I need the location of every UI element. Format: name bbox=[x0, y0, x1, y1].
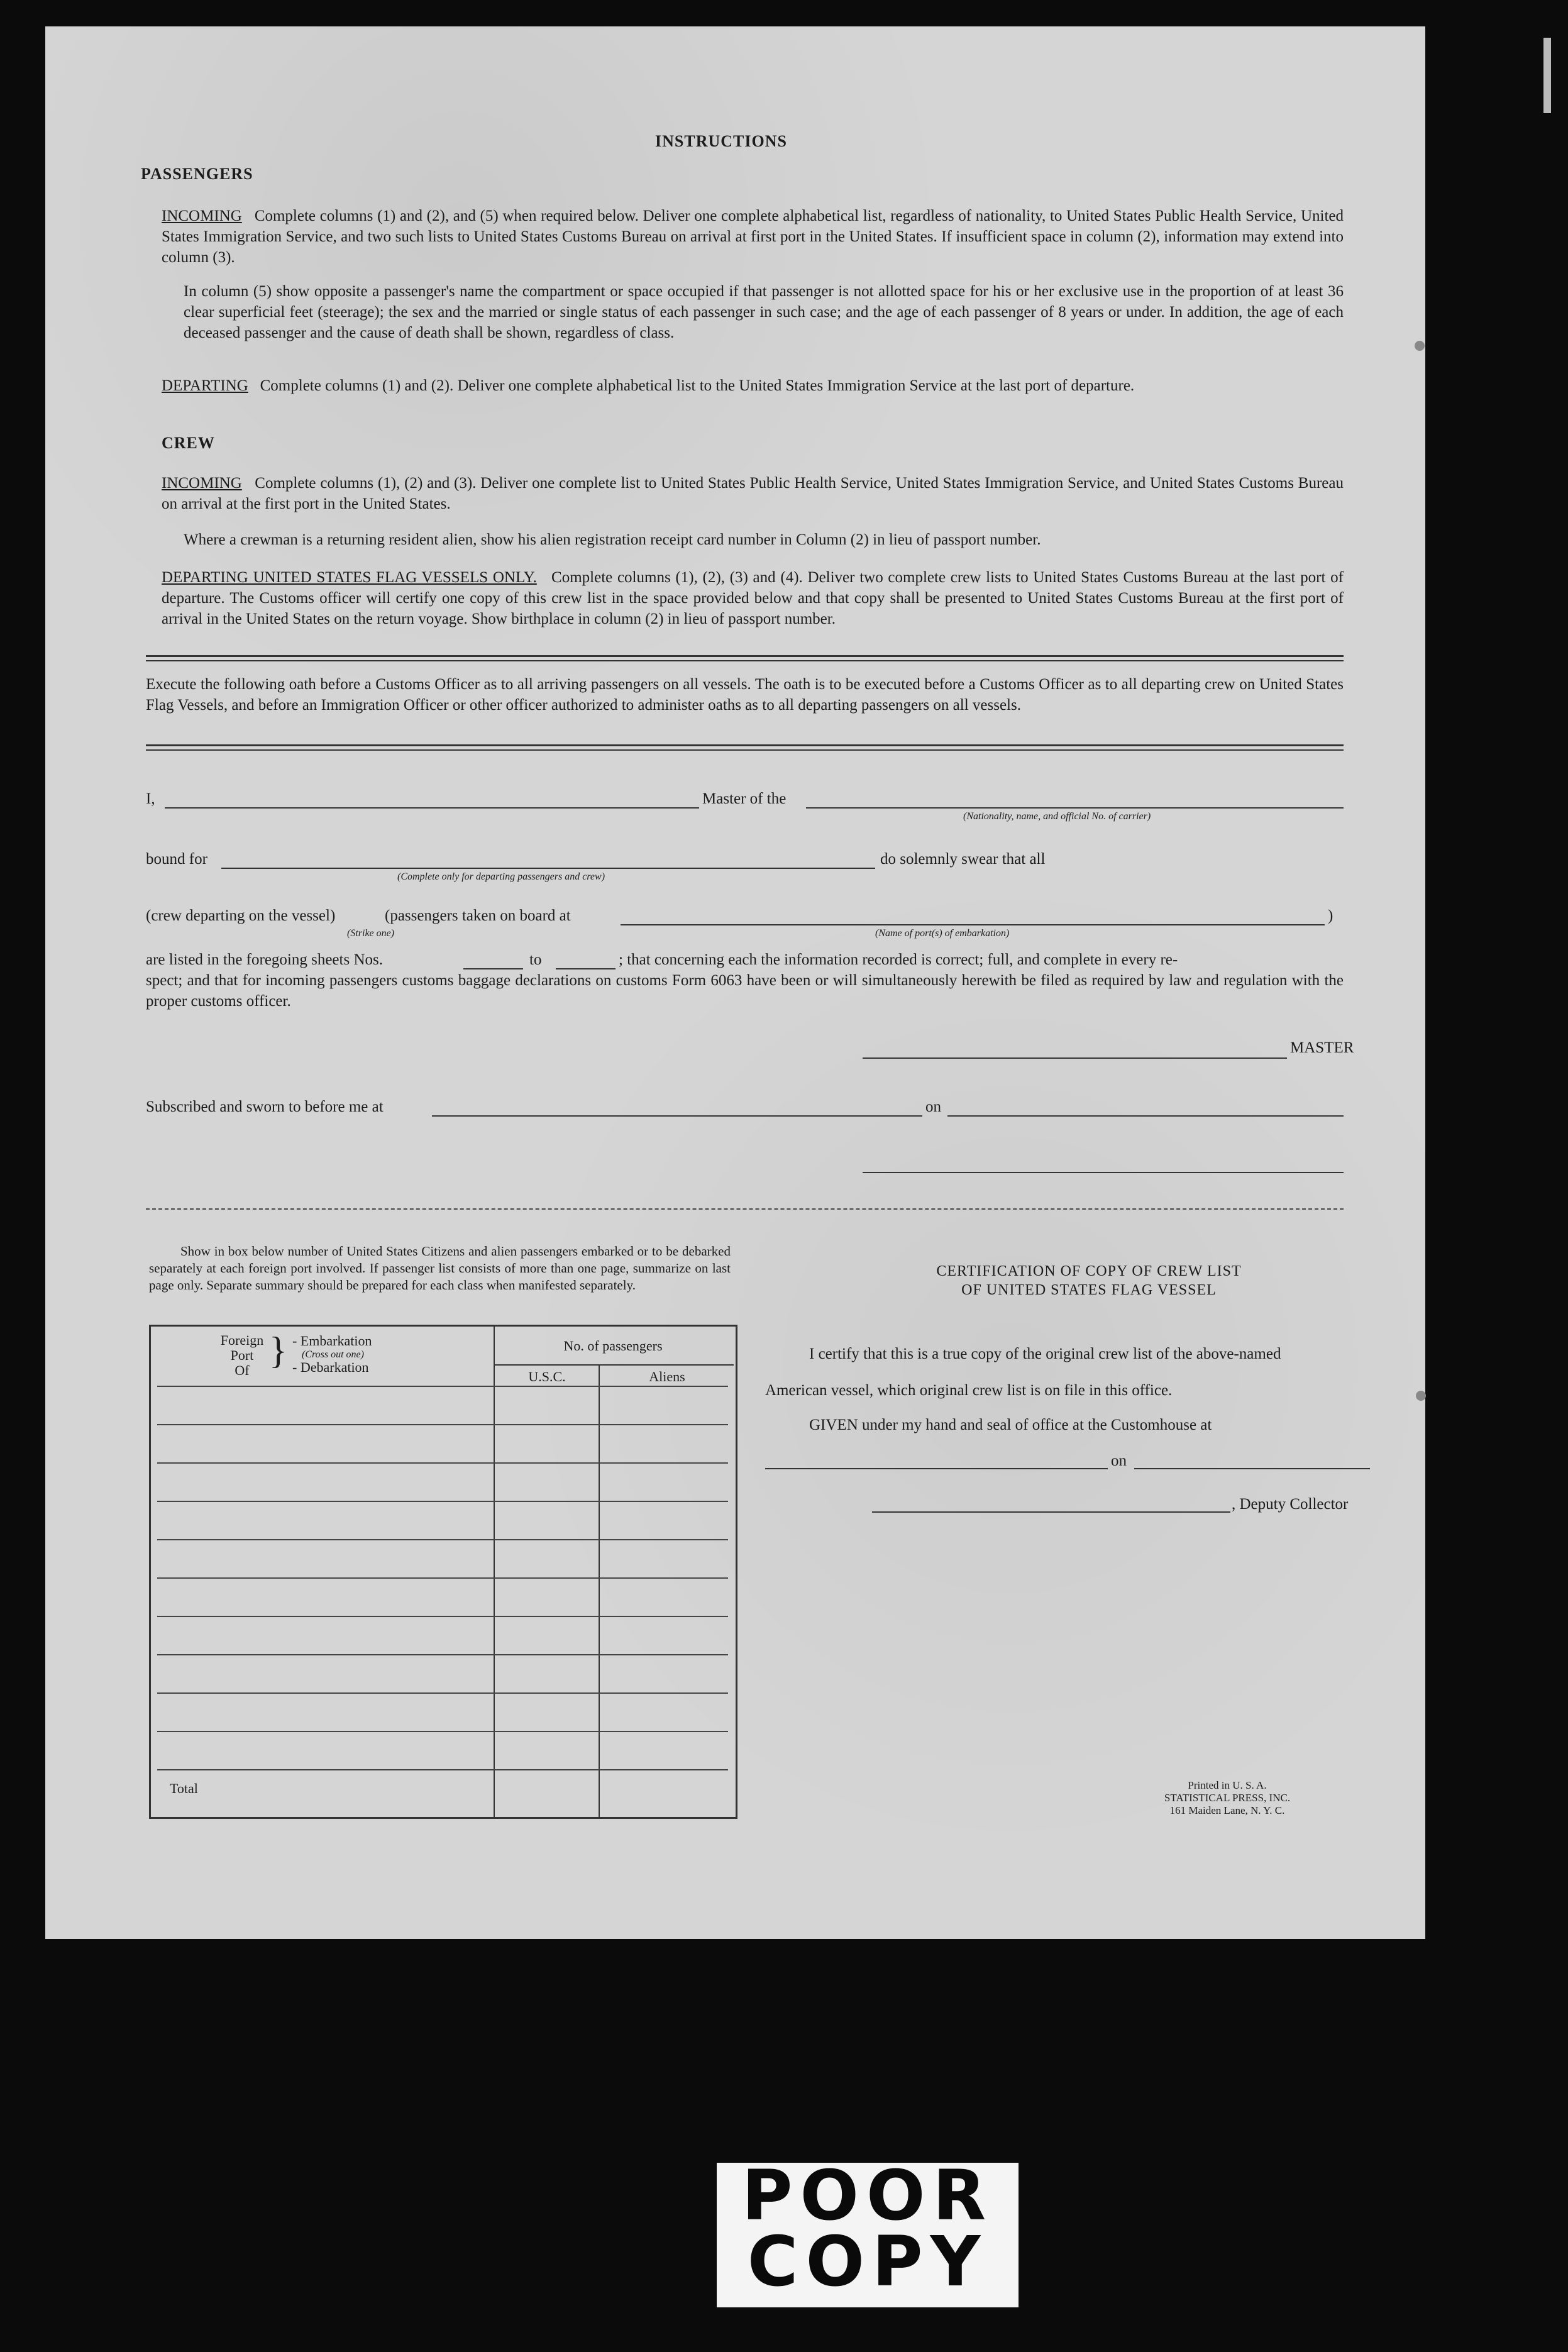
passengers-heading: PASSENGERS bbox=[141, 165, 253, 183]
passengers-incoming-label: INCOMING bbox=[162, 207, 242, 224]
deputy-collector-label: , Deputy Collector bbox=[1232, 1496, 1349, 1513]
port-note: (Name of port(s) of embarkation) bbox=[875, 928, 1010, 939]
bound-for-field[interactable] bbox=[221, 868, 875, 869]
stamp-line-copy: COPY bbox=[747, 2221, 988, 2302]
table-row bbox=[157, 1462, 728, 1464]
passengers-departing-paragraph bbox=[162, 375, 1344, 396]
crew-departing-option: (crew departing on the vessel) bbox=[146, 907, 336, 924]
master-of-the-label: Master of the bbox=[702, 790, 787, 807]
master-signature-field[interactable] bbox=[863, 1057, 1287, 1059]
passengers-taken-option: (passengers taken on board at bbox=[385, 907, 571, 924]
usc-label: U.S.C. bbox=[528, 1369, 566, 1384]
passengers-departing-label: DEPARTING bbox=[162, 377, 248, 394]
film-edge-mark bbox=[1543, 38, 1551, 113]
listed-sheets-label: are listed in the foregoing sheets Nos. bbox=[146, 951, 383, 968]
officer-signature-field[interactable] bbox=[863, 1172, 1344, 1173]
carrier-note: (Nationality, name, and official No. of carrier) bbox=[963, 811, 1151, 822]
poor-copy-stamp bbox=[717, 2155, 1019, 2307]
table-row bbox=[157, 1424, 728, 1425]
close-paren: ) bbox=[1328, 907, 1333, 924]
crew-departing-text: Complete columns (1), (2), (3) and (4). Deliver two complete crew lists to United States Customs Bureau at the last port of departure. The Customs officer will certify one copy of this crew list in the space provided below and that copy shall be presented to United States Customs Bureau at the first port of arrival in the United States on the return voyage. Show birthplace in column (2) in lieu of passport number. bbox=[162, 569, 1344, 627]
divider-double bbox=[146, 744, 1344, 751]
header-divider bbox=[494, 1364, 734, 1366]
table-row bbox=[157, 1654, 728, 1655]
summary-instruction: Show in box below number of United States Citizens and alien passengers embarked or to be debarked separately at each foreign port involved. If passenger list consists of more than one page, summarize on last page only. Separate summary should be prepared for each class when manifested separately. bbox=[149, 1244, 731, 1293]
embarkation-label: - Embarkation bbox=[292, 1333, 372, 1349]
debarkation-label: - Debarkation bbox=[292, 1359, 369, 1375]
certification-line-1: I certify that this is a true copy of the original crew list of the above-named bbox=[809, 1345, 1281, 1362]
table-row bbox=[157, 1616, 728, 1617]
aliens-label: Aliens bbox=[649, 1369, 685, 1384]
crew-departing-paragraph bbox=[162, 567, 1344, 629]
customhouse-field[interactable] bbox=[765, 1468, 1108, 1469]
total-label: Total bbox=[170, 1781, 198, 1796]
printer-imprint: Printed in U. S. A. STATISTICAL PRESS, INC. 161 Maiden Lane, N. Y. C. bbox=[1164, 1779, 1291, 1816]
table-row bbox=[157, 1501, 728, 1502]
carrier-field[interactable] bbox=[806, 807, 1344, 809]
instructions-title: INSTRUCTIONS bbox=[655, 132, 787, 150]
no-of-passengers-label: No. of passengers bbox=[563, 1338, 663, 1354]
given-under-hand: GIVEN under my hand and seal of office at the Customhouse at bbox=[809, 1416, 1212, 1433]
master-signature-label: MASTER bbox=[1290, 1039, 1354, 1056]
certification-date-field[interactable] bbox=[1134, 1468, 1370, 1469]
scan-speck bbox=[1415, 341, 1425, 351]
column-divider bbox=[494, 1327, 495, 1817]
oath-instruction-paragraph: Execute the following oath before a Customs Officer as to all arriving passengers on all vessels. The oath is to be executed before a Customs Officer as to all departing crew on United States Flag Vessels, and before an Immigration Officer or other officer authorized to administer oaths as to all departing passengers on all vessels. bbox=[146, 676, 1344, 714]
table-row bbox=[157, 1577, 728, 1579]
subscribed-on-label: on bbox=[925, 1098, 941, 1115]
oath-i-label: I, bbox=[146, 790, 155, 807]
divider-dashed bbox=[146, 1208, 1344, 1210]
table-row bbox=[157, 1386, 728, 1387]
strike-one-note: (Strike one) bbox=[347, 928, 395, 939]
deputy-signature-field[interactable] bbox=[872, 1511, 1230, 1513]
certification-title: CERTIFICATION OF COPY OF CREW LIST OF UNITED STATES FLAG VESSEL bbox=[936, 1263, 1242, 1298]
sheet-from-field[interactable] bbox=[463, 968, 523, 969]
passenger-summary-table bbox=[149, 1325, 737, 1819]
certification-line-2: American vessel, which original crew list is on file in this office. bbox=[765, 1382, 1173, 1399]
subscribed-place-field[interactable] bbox=[432, 1115, 922, 1117]
crew-incoming-paragraph bbox=[162, 473, 1344, 514]
bound-for-label: bound for bbox=[146, 851, 207, 868]
master-name-field[interactable] bbox=[165, 807, 699, 809]
subscribed-date-field[interactable] bbox=[947, 1115, 1344, 1117]
table-row bbox=[157, 1731, 728, 1732]
passengers-departing-text: Complete columns (1) and (2). Deliver one complete alphabetical list to the United States Immigration Service at the last port of departure. bbox=[260, 377, 1135, 394]
to-label: to bbox=[529, 951, 542, 968]
listed-text-1: ; that concerning each the information recorded is correct; full, and complete in every re- bbox=[619, 951, 1178, 968]
subscribed-label: Subscribed and sworn to before me at bbox=[146, 1098, 384, 1115]
document-page bbox=[45, 26, 1425, 1939]
embarkation-port-field[interactable] bbox=[621, 924, 1325, 925]
table-row bbox=[157, 1692, 728, 1694]
crew-incoming-text: Complete columns (1), (2) and (3). Deliver one complete list to United States Public Health Service, United States Immigration Service, and United States Customs Bureau on arrival at the first port in the United States. bbox=[162, 475, 1344, 512]
bound-for-note: (Complete only for departing passengers and crew) bbox=[397, 871, 605, 882]
certification-on-label: on bbox=[1111, 1452, 1127, 1469]
crew-departing-label: DEPARTING UNITED STATES FLAG VESSELS ONLY. bbox=[162, 569, 537, 586]
cross-out-note: (Cross out one) bbox=[302, 1349, 364, 1360]
crew-returning-alien-paragraph: Where a crewman is a returning resident alien, show his alien registration receipt card number in Column (2) in lieu of passport number. bbox=[184, 531, 1041, 548]
stamp-line-poor: POOR bbox=[741, 2155, 994, 2236]
table-row bbox=[157, 1539, 728, 1540]
passengers-incoming-text: Complete columns (1) and (2), and (5) when required below. Deliver one complete alphabetical list, regardless of nationality, to United States Public Health Service, United States Immigration Service, and two such lists to United States Customs Bureau on arrival at first port in the United States. If insufficient space in column (2), information may extend into column (3). bbox=[162, 207, 1344, 266]
passengers-incoming-paragraph bbox=[162, 206, 1344, 268]
scan-speck bbox=[1416, 1391, 1426, 1401]
sheet-to-field[interactable] bbox=[556, 968, 616, 969]
passengers-column5-paragraph: In column (5) show opposite a passenger's name the compartment or space occupied if that passenger is not allotted space for his or her exclusive use in the proportion of at least 36 clear superficial feet (steerage); the sex and the married or single status of each passenger in such case; and the age of each passenger of 8 years or under. In addition, the age of each deceased passenger and the cause of death shall be shown, regardless of class. bbox=[184, 283, 1344, 341]
table-row bbox=[157, 1769, 728, 1770]
listed-text-2: spect; and that for incoming passengers customs baggage declarations on customs Form 6063 have been or will simultaneously herewith be filed as required by law and regulation with the proper customs officer. bbox=[146, 972, 1344, 1010]
brace-glyph: } bbox=[269, 1330, 287, 1371]
column-divider bbox=[599, 1364, 600, 1817]
divider-double bbox=[146, 655, 1344, 661]
solemnly-swear-label: do solemnly swear that all bbox=[880, 851, 1046, 868]
crew-incoming-label: INCOMING bbox=[162, 475, 242, 492]
crew-heading: CREW bbox=[162, 434, 215, 452]
foreign-port-of-label: Foreign Port Of bbox=[220, 1332, 264, 1378]
